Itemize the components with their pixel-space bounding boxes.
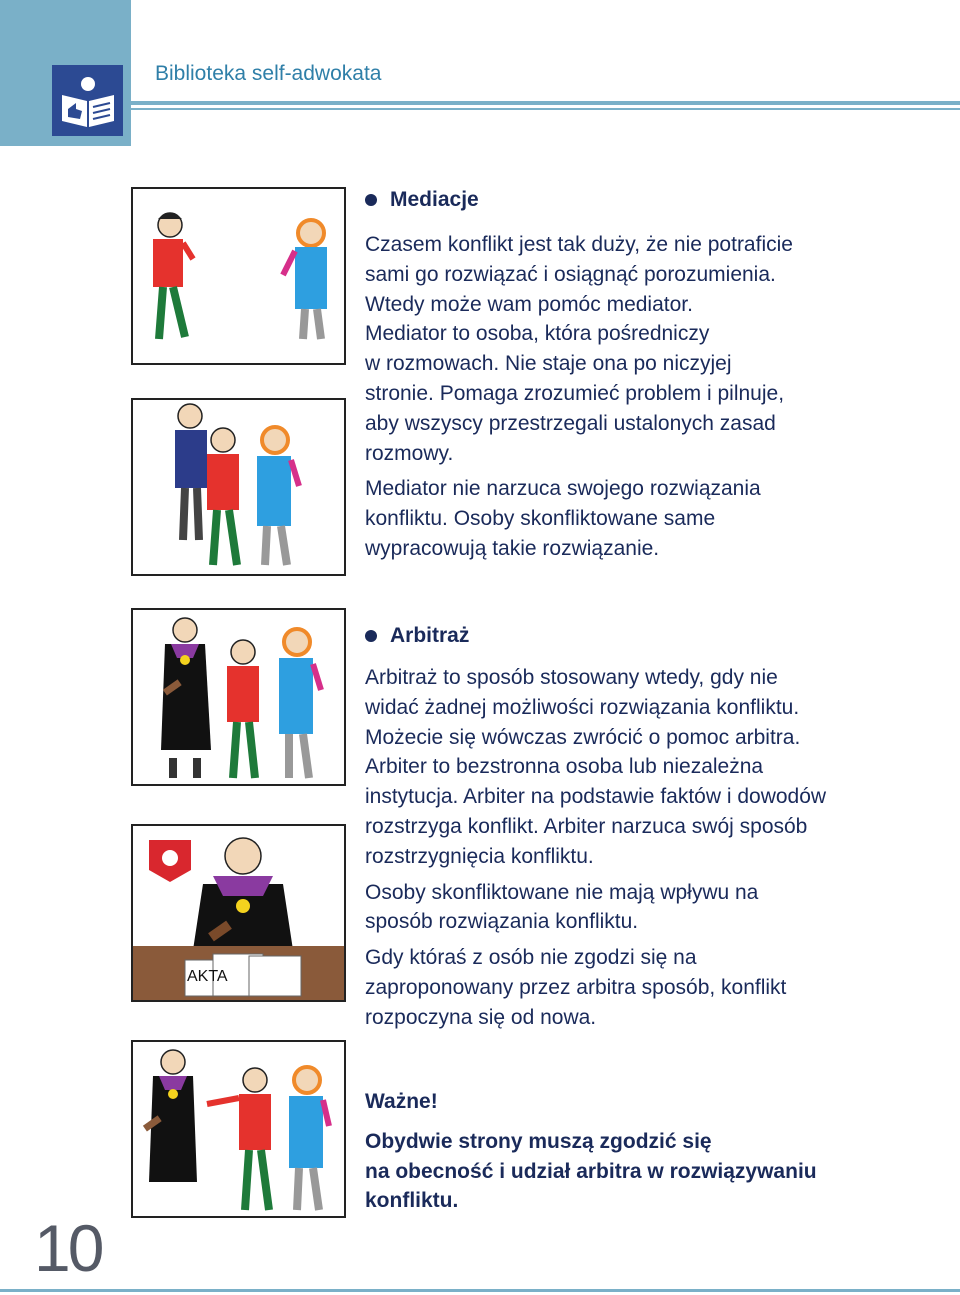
two-people-apart-picture	[131, 187, 346, 365]
arbitraz-paragraph-1	[365, 663, 950, 872]
text-line: Mediator to osoba, która pośredniczy	[365, 322, 710, 346]
arbiter-pointing-people-picture	[131, 1040, 346, 1218]
bullet-icon	[365, 194, 377, 206]
arbiter-with-two-people-picture	[131, 608, 346, 786]
text-line: instytucja. Arbiter na podstawie faktów i dowodów	[365, 785, 827, 809]
mediacje-heading-text: Mediacje	[390, 188, 479, 211]
easy-to-read-icon	[52, 65, 123, 136]
mediator-with-two-people-picture	[131, 398, 346, 576]
text-line: rozstrzygnięcia konfliktu.	[365, 844, 594, 868]
text-line: Osoby skonfliktowane nie mają wpływu na	[365, 880, 759, 904]
arbitraz-paragraph-2	[365, 878, 950, 938]
arbitraz-section	[365, 624, 950, 1033]
text-line: sami go rozwiązać i osiągnąć porozumienia.	[365, 262, 776, 286]
text-line: stronie. Pomaga zrozumieć problem i pilnuje,	[365, 381, 785, 405]
arbitraz-paragraph-3	[365, 943, 950, 1032]
text-line: Mediator nie narzuca swojego rozwiązania	[365, 477, 761, 501]
mediacje-paragraph-2	[365, 474, 950, 563]
header-title: Biblioteka self-adwokata	[155, 62, 382, 85]
wazne-section	[365, 1087, 950, 1216]
text-line: wypracowują takie rozwiązanie.	[365, 536, 660, 560]
text-line: Obydwie strony muszą zgodzić się	[365, 1129, 712, 1153]
page-number: 10	[34, 1211, 102, 1285]
mediacje-section	[365, 188, 950, 564]
sidebar	[0, 0, 131, 1295]
footer-rule	[0, 1289, 960, 1292]
text-line: Arbitraż to sposób stosowany wtedy, gdy nie	[365, 666, 778, 689]
header-rule-bottom	[131, 108, 960, 110]
bullet-icon	[365, 630, 377, 642]
text-line: Gdy któraś z osób nie zgodzi się na	[365, 946, 697, 970]
text-line: na obecność i udział arbitra w rozwiązywaniu	[365, 1159, 817, 1183]
text-line: rozstrzyga konflikt. Arbiter narzuca swój sposób	[365, 814, 808, 838]
arbitraz-heading	[365, 624, 950, 648]
text-line: rozmowy.	[365, 441, 454, 465]
arbitraz-heading-text: Arbitraż	[390, 624, 470, 647]
text-line: sposób rozwiązania konfliktu.	[365, 910, 639, 934]
text-line: zaproponowany przez arbitra sposób, konflikt	[365, 975, 787, 999]
mediacje-heading	[365, 188, 950, 212]
wazne-heading: Ważne!	[365, 1090, 438, 1113]
akta-label: AKTA	[187, 968, 228, 985]
text-line: Wtedy może wam pomóc mediator.	[365, 292, 693, 316]
text-line: w rozmowach. Nie staje ona po niczyjej	[365, 352, 732, 376]
text-line: rozpoczyna się od nowa.	[365, 1005, 597, 1029]
text-line: widać żadnej możliwości rozwiązania konfliktu.	[365, 695, 800, 719]
text-line: konfliktu. Osoby skonfliktowane same	[365, 507, 716, 531]
text-line: Możecie się wówczas zwrócić o pomoc arbitra.	[365, 725, 801, 749]
arbiter-at-desk-picture	[131, 824, 346, 1002]
header-rule-top	[131, 101, 960, 105]
text-line: Czasem konflikt jest tak duży, że nie potraficie	[365, 233, 793, 256]
text-line: konfliktu.	[365, 1189, 459, 1213]
easy-to-read-logo	[52, 65, 123, 136]
text-line: aby wszyscy przestrzegali ustalonych zasad	[365, 411, 776, 435]
mediacje-paragraph-1	[365, 230, 950, 468]
text-line: Arbiter to bezstronna osoba lub niezależna	[365, 755, 764, 779]
